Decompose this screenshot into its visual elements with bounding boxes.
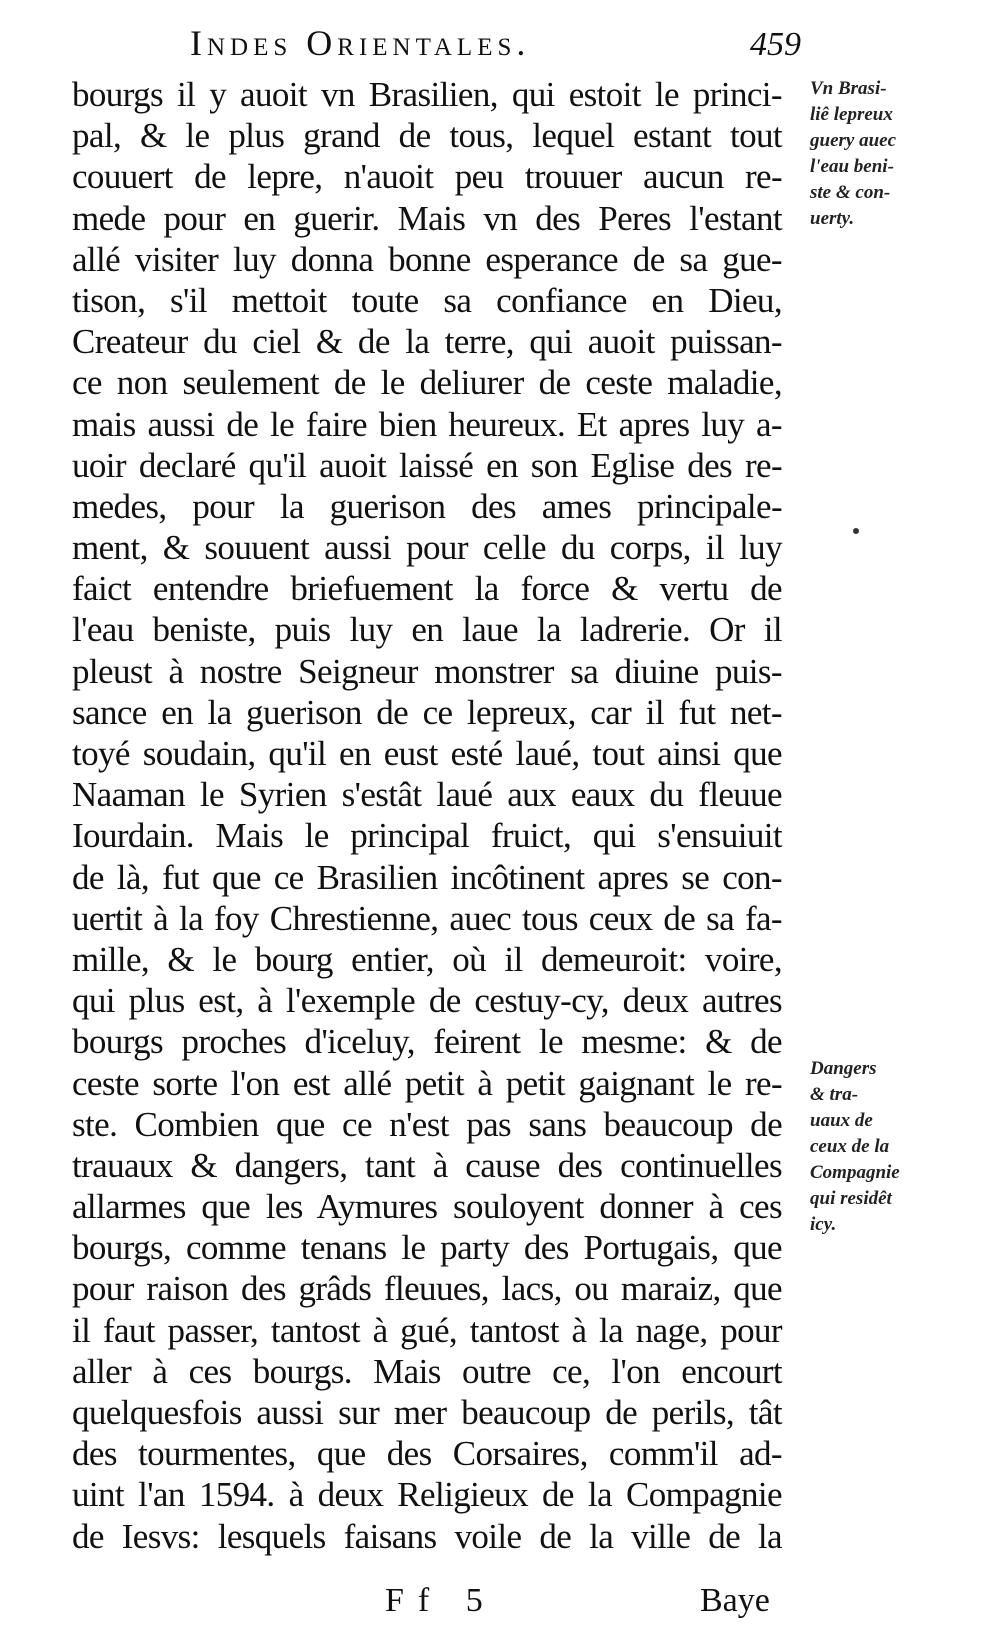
text-line: de Iesvs: lesquels faisans voile de la ville de la — [72, 1516, 782, 1556]
text-line: Createur du ciel & de la terre, qui auoit puissan- — [72, 322, 782, 362]
text-line: mais aussi de le faire bien heureux. Et apres luy a- — [72, 404, 782, 444]
text-line: mille, & le bourg entier, où il demeuroit: voire, — [72, 939, 782, 979]
text-line: uertit à la foy Chrestienne, auec tous ceux de sa fa- — [72, 898, 782, 938]
text-line: Naaman le Syrien s'estât laué aux eaux du fleuue — [72, 775, 782, 815]
text-line: pal, & le plus grand de tous, lequel estant tout — [72, 116, 782, 156]
margin-note-line: ste & con- — [810, 182, 891, 203]
text-line: des tourmentes, que des Corsaires, comm'il ad- — [72, 1434, 782, 1474]
text-line: tison, s'il mettoit toute sa confiance en Dieu, — [72, 280, 782, 320]
text-line: sance en la guerison de ce lepreux, car il fut net- — [72, 692, 782, 732]
text-line: uint l'an 1594. à deux Religieux de la Compagnie — [72, 1475, 782, 1515]
margin-note-line: qui residêt — [810, 1188, 892, 1209]
margin-note-line: guery auec — [810, 130, 897, 151]
margin-note-line: Compagnie — [810, 1162, 900, 1183]
margin-note-line: ceux de la — [810, 1136, 890, 1157]
text-line: bourgs proches d'iceluy, feirent le mesme: & de — [72, 1022, 782, 1062]
text-line: ste. Combien que ce n'est pas sans beaucoup de — [72, 1104, 782, 1144]
text-line: medes, pour la guerison des ames principale- — [72, 486, 782, 526]
margin-note-dangers — [810, 1056, 950, 1238]
margin-note-line: Dangers — [810, 1058, 877, 1079]
text-line: l'eau beniste, puis luy en laue la ladrerie. Or il — [72, 610, 782, 650]
text-line: pleust à nostre Seigneur monstrer sa diuine puis- — [72, 651, 782, 691]
text-line: il faut passer, tantost à gué, tantost à la nage, pour — [72, 1310, 782, 1350]
text-line: bourgs, comme tenans le party des Portugais, que — [72, 1228, 782, 1268]
margin-note-line: l'eau beni- — [810, 156, 894, 177]
text-line: de là, fut que ce Brasilien incôtinent apres se con- — [72, 857, 782, 897]
body-text — [72, 74, 782, 1557]
margin-note-line: & tra- — [810, 1084, 859, 1105]
text-line: faict entendre briefuement la force & vertu de — [72, 569, 782, 609]
text-line: ceste sorte l'on est allé petit à petit gaignant le re- — [72, 1063, 782, 1103]
text-line: mede pour en guerir. Mais vn des Peres l'estant — [72, 198, 782, 238]
margin-note-line: Vn Brasi- — [810, 78, 887, 99]
text-line: qui plus est, à l'exemple de cestuy-cy, deux autres — [72, 981, 782, 1021]
catchword: Baye — [700, 1582, 770, 1619]
margin-note-line: icy. — [810, 1214, 837, 1235]
text-line: couuert de lepre, n'auoit peu trouuer aucun re- — [72, 157, 782, 197]
margin-note-leper-healed — [810, 76, 950, 232]
text-line: ment, & souuent aussi pour celle du corps, il luy — [72, 528, 782, 568]
running-title: Indes Orientales. — [190, 23, 531, 63]
text-line: ce non seulement de le deliurer de ceste maladie, — [72, 363, 782, 403]
text-line: allarmes que les Aymures souloyent donner à ces — [72, 1187, 782, 1227]
margin-note-line: uerty. — [810, 208, 855, 229]
text-line: aller à ces bourgs. Mais outre ce, l'on encourt — [72, 1351, 782, 1391]
text-line: Iourdain. Mais le principal fruict, qui s'ensuiuit — [72, 816, 782, 856]
signature-mark: Ff 5 — [385, 1582, 497, 1619]
text-line: uoir declaré qu'il auoit laissé en son Eglise des re- — [72, 445, 782, 485]
text-line: pour raison des grâds fleuues, lacs, ou maraiz, que — [72, 1269, 782, 1309]
text-line: bourgs il y auoit vn Brasilien, qui estoit le princi- — [72, 75, 782, 114]
text-line: allé visiter luy donna bonne esperance de sa gue- — [72, 239, 782, 279]
margin-note-line: uaux de — [810, 1110, 873, 1131]
text-line: quelquesfois aussi sur mer beaucoup de perils, tât — [72, 1393, 782, 1432]
text-line: toyé soudain, qu'il en eust esté laué, tout ainsi que — [72, 734, 782, 773]
page-number: 459 — [750, 26, 801, 63]
text-line: trauaux & dangers, tant à cause des continuelles — [72, 1145, 782, 1185]
margin-note-line: liê lepreux — [810, 104, 893, 125]
ink-speck — [853, 528, 859, 534]
